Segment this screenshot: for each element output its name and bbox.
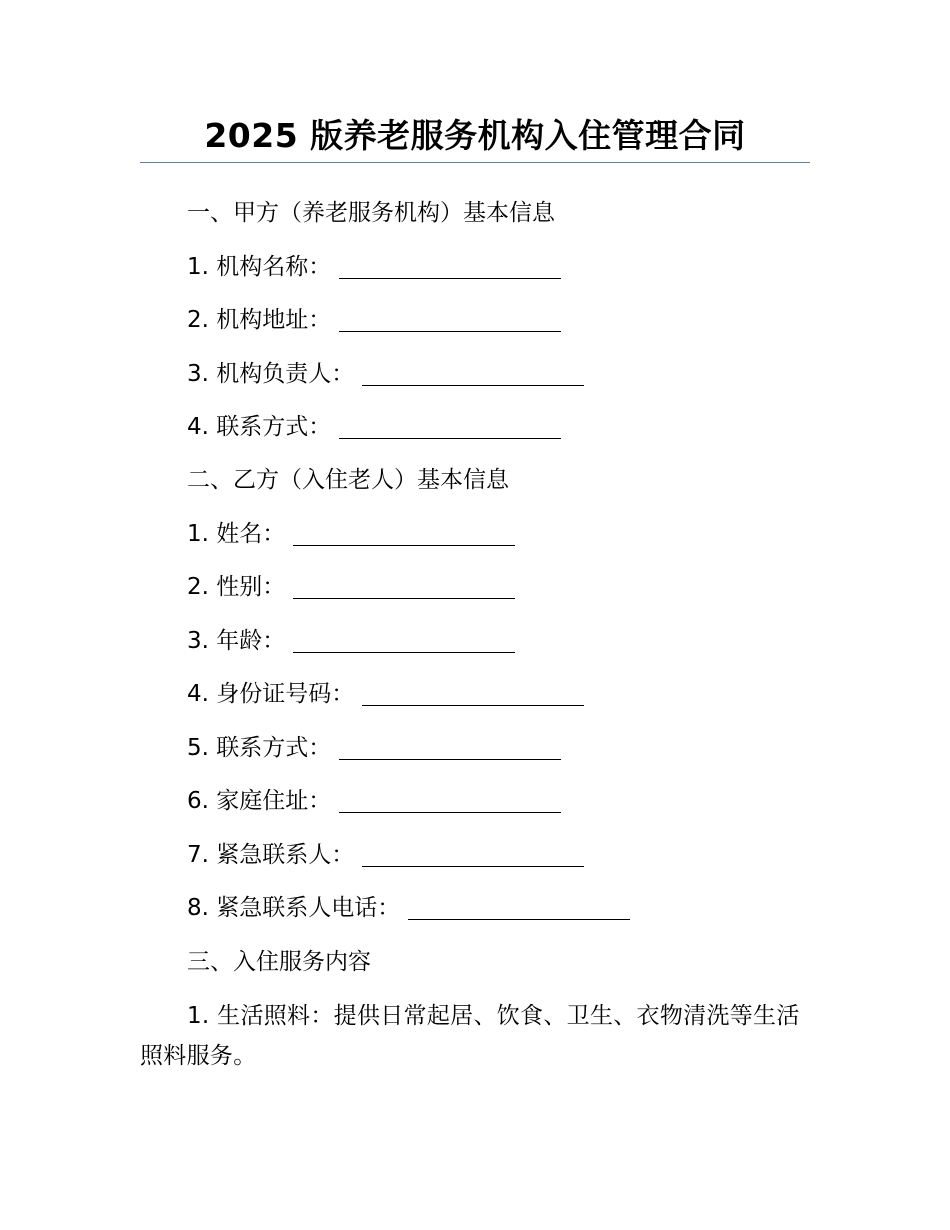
field-institution-name <box>187 250 561 284</box>
field-label: 7. 紧急联系人： <box>187 842 355 868</box>
fill-in-blank[interactable] <box>293 628 515 653</box>
fill-in-blank[interactable] <box>293 521 515 546</box>
field-resident-name <box>187 517 515 551</box>
fill-in-blank[interactable] <box>339 414 561 439</box>
field-label: 5. 联系方式： <box>187 735 332 761</box>
fill-in-blank[interactable] <box>339 788 561 813</box>
field-label: 3. 年龄： <box>187 628 286 654</box>
field-institution-address <box>187 303 561 337</box>
fill-in-blank[interactable] <box>293 574 515 599</box>
field-label: 3. 机构负责人： <box>187 361 355 387</box>
section-heading-party-b: 二、乙方（入住老人）基本信息 <box>187 467 509 493</box>
field-resident-id-number <box>187 677 584 711</box>
section-heading-services: 三、入住服务内容 <box>187 949 371 975</box>
field-emergency-contact <box>187 838 584 872</box>
field-resident-gender <box>187 570 515 604</box>
section-heading-party-a: 一、甲方（养老服务机构）基本信息 <box>187 200 555 226</box>
field-label: 4. 身份证号码： <box>187 681 355 707</box>
field-resident-age <box>187 624 515 658</box>
field-label: 8. 紧急联系人电话： <box>187 895 401 921</box>
field-label: 2. 性别： <box>187 574 286 600</box>
field-label: 1. 姓名： <box>187 521 286 547</box>
field-emergency-contact-phone <box>187 891 630 925</box>
fill-in-blank[interactable] <box>362 681 584 706</box>
fill-in-blank[interactable] <box>339 254 561 279</box>
field-resident-address <box>187 784 561 818</box>
document-title: 2025 版养老服务机构入住管理合同 <box>204 116 746 155</box>
field-resident-contact <box>187 731 561 765</box>
field-label: 1. 机构名称： <box>187 254 332 280</box>
fill-in-blank[interactable] <box>408 895 630 920</box>
field-institution-director <box>187 357 584 391</box>
service-item-daily-care: 1. 生活照料：提供日常起居、饮食、卫生、衣物清洗等生活照料服务。 <box>140 1003 800 1069</box>
fill-in-blank[interactable] <box>362 361 584 386</box>
fill-in-blank[interactable] <box>362 842 584 867</box>
field-institution-contact <box>187 410 561 444</box>
field-label: 2. 机构地址： <box>187 307 332 333</box>
field-label: 6. 家庭住址： <box>187 788 332 814</box>
field-label: 4. 联系方式： <box>187 414 332 440</box>
fill-in-blank[interactable] <box>339 307 561 332</box>
fill-in-blank[interactable] <box>339 735 561 760</box>
title-underline <box>140 162 810 163</box>
